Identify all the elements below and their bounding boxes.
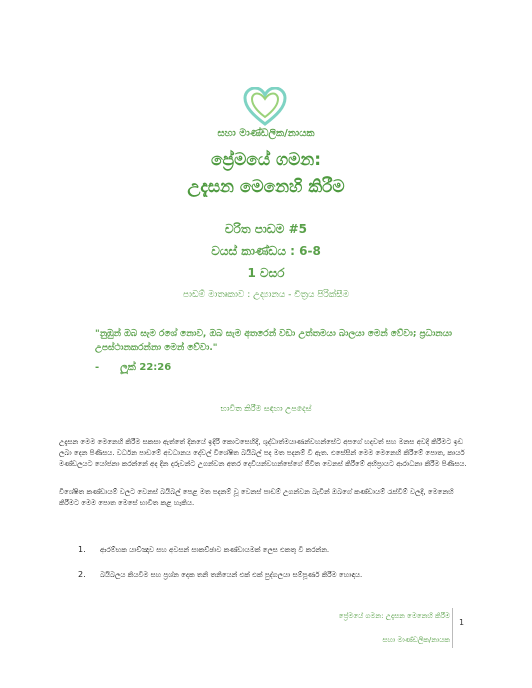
lesson-number: චරිත පාඩම #5: [225, 222, 307, 236]
page-title: ප්‍රේමයේ ගමන:: [210, 150, 321, 170]
footer-divider: [452, 608, 453, 648]
page-subtitle: උදැසන මෙනෙහි කිරීම: [187, 177, 345, 197]
paragraph: විශේෂිත කණ්ඩායම් වලට වෙනස් බයිබල් පෙළ මත පදනම් වූ වෙනස් පාඩම් උගන්වන බැවින් ඔබගේ කණ්ඩායම් රැස්වීම් වලදී, මෙනෙහි කිරීමට මෙම පොත මෙසේ භාවිත කළ හැකිය.: [59, 488, 454, 507]
page-number: 1: [459, 618, 465, 627]
footer-title: ප්‍රේමයේ ගමන: උදැසන මෙනෙහි කිරීම: [338, 612, 450, 620]
footer-role: සහා මාණ්ඩලික/නායක: [382, 636, 450, 644]
section-heading: භාවිත කිරීම සඳහා උපදෙස්: [220, 404, 312, 413]
scripture-quote: "නුඹුන් ඔබ සැම රශේ නොව, ඔබ සැම අතරෙන් වඩා උත්තමයා බාලයා මෙන් වේවා; ප්‍රධානයා උපස්ථානකරන්නා මෙන් වේවා.": [95, 329, 453, 353]
lesson-theme: පාඩම් මාතෘකාව : උද්‍යානය - චිත්‍රය පිරික්සීම: [182, 290, 350, 300]
scripture-reference: [95, 362, 171, 373]
list-item: [78, 545, 468, 555]
reference-dash: -: [95, 362, 100, 373]
list-text: ආරම්භක යාච්ඤාව සහ අවසන් සාකච්ඡාව කණ්ඩායමක් ලෙස එකතු වී කරන්න.: [100, 546, 330, 554]
list-number: 2.: [78, 570, 86, 579]
reference-text: ලූක් 22:26: [120, 362, 172, 373]
list-text: බයිබලය කියවීම සහ ප්‍රශ්න දෙක තනි තනියෙන් එක් එක් පුද්ගලයා සම්පූර්ණ කිරීම හොඳය.: [100, 571, 363, 579]
list-item: [78, 570, 468, 580]
heart-icon: [243, 87, 287, 127]
paragraph: උදැසන මෙම මෙනෙහි කිරීම සකසා ඇත්තේ දිනයේ ඉදිරි කොටසෙහිදී, ශුද්ධාත්මයාණන්වහන්සේට අපගේ හදවත් සහ මනස අවදි කිරීමට ඉඩ ලබා දෙන පිණිසය. වර්ධන පාඩමේ අවධානය දේවල් විශේෂිත බයිබල් පද මත පදනම් වී ඇත. එසේසින් මෙම මෙනෙහි කිරීමේ පොත, කාර්ය මණ්ඩලයට යෝජනා කරන්නේ අද දින දරුවන්ට උගන්වන අතර දෙවියන්වහන්සේගේ ජීවිත වෙනස් කිරීමේ අභිප්‍රායට ආරාධනා කිරීම පිණිසය.: [59, 438, 467, 468]
role-label: සහා මාණ්ඩලික/නායක: [217, 128, 315, 139]
year-label: 1 වසර: [247, 266, 285, 280]
age-group: වයස් කාණ්ඩය : 6-8: [211, 244, 321, 258]
list-number: 1.: [78, 545, 86, 554]
